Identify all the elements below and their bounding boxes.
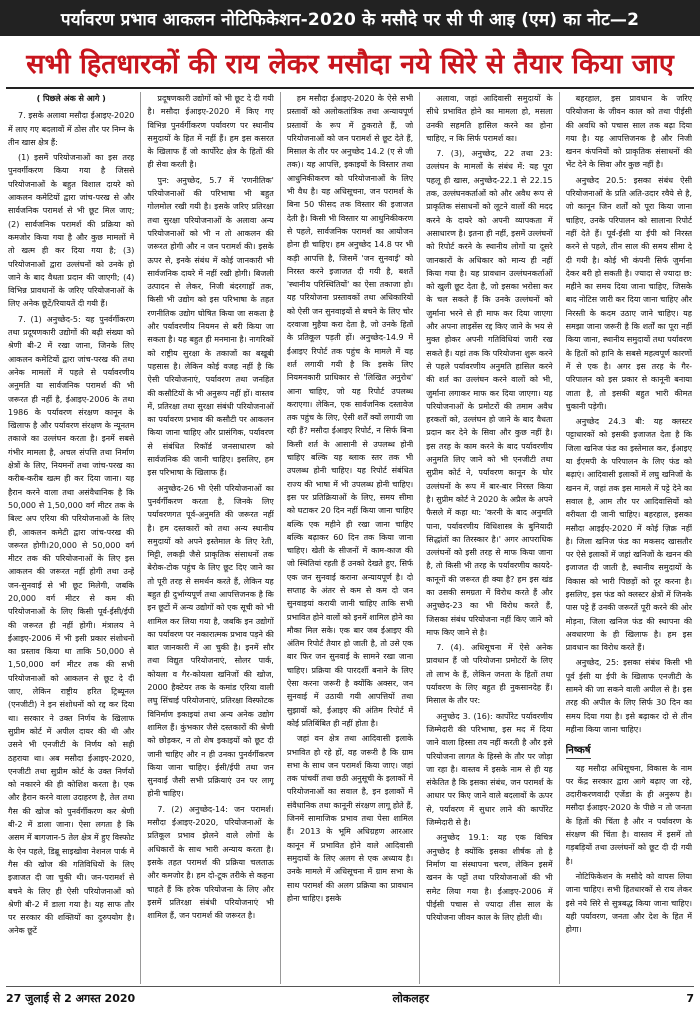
paragraph: यह मसौदा अधिसूचना, विकास के नाम पर केंद्र सरकार द्वारा आगे बढ़ाए जा रहे, उदारीकरणवादी एजेंडा के ही अनुरूप है। मसौदा ईआइए-2020 के पीछे न तो जनता के हितों की चिंता है और न पर्यावरण के संरक्षण की चिंता है। वास्तव में इसमें तो गड़बड़ियों तथा उल्लंघनों को छूट दी दी गयी है।	[565, 763, 693, 866]
continuation-note: ( पिछले अंक से आगे )	[36, 94, 106, 103]
column-divider	[559, 92, 560, 984]
paragraph: 7. (4). अधिसूचना में ऐसे अनेक प्रावधान हैं जो परियोजना प्रमोटरों के लिए तो लाभ के हैं, लेकिन जनता के हितों तथा पर्यावरण के लिए बहुत ही नुकसानदेह हैं। मिसाल के तौर पर:	[426, 643, 553, 706]
paragraph: अनुच्छेद-26 भी ऐसी परियोजनाओं का पुनर्वर्गीकरण करता है, जिनके लिए पर्यावरणगत पूर्व-अनुमति की जरूरत नहीं है। हम दस्तकारों को तथा अन्य स्थानीय समुदायों को अपने इस्तेमाल के लिए रेती, मिट्टी, लकड़ी जैसे प्राकृतिक संसाधनों तक बेरोक-टोक पहुंच के लिए छूट दिए जाने का तो पूरी तरह से समर्थन करते हैं, लेकिन यह बहुत ही दुर्भाग्यपूर्ण तथा आपत्तिजनक है कि इन छूटों में अन्य उद्योगों को एक सूची को भी शामिल कर लिया गया है, जबकि इन उद्योगों का पर्यावरण पर नकारात्मक प्रभाव पड़ने की बात जानकारी में आ चुकी है। इनमें सौर तथा विद्युत परियोजनाएं, सोलर पार्क, कोयला व गैर-कोयला खनिजों की खोज, 2000 हैक्टेयर तक के कमांड एरिया वाली लघु सिंचाई परियोजनाएं, प्रतिरक्षा विस्फोटक विनिर्माण इकाइयां तथा अन्य अनेक उद्योग शामिल हैं। कुंभकार जैसे दस्तकारों की श्रेणी को छोड़कर, न तो शेष इकाइयों को छूट दी जानी चाहिए और न ही उनका पुनर्वर्गीकरण किया जाना चाहिए। ईसी/ईपी तथा जन सुनवाई जैसी सभी प्रक्रियाएं उन पर लागू होनी चाहिए।	[147, 483, 274, 799]
paragraph: पुन: अनुच्छेद, 5.7 में 'रणनीतिक' परियोजनाओं की परिभाषा भी बहुत गोलमोल रखी गयी है। इसके जरिए प्रतिरक्षा तथा सुरक्षा परियोजनाओं के अलावा अन्य परियोजनाओं को भी न तो आकलन की जरूरत होगी और न जन परामर्श की। इसके ऊपर से, इनके संबंध में कोई जानकारी भी सार्वजनिक दायरे में नहीं रखी होगी। बिजली उत्पादन से लेकर, निजी बंदरगाहों तक, किसी भी उद्योग को इस परिभाषा के तहत रणनीतिक उद्योग घोषित किया जा सकता है और पर्यावरणीय नियमन से बरी किया जा सकता है। यह बहुत ही मनमाना है। नागरिकों को राष्ट्रीय सुरक्षा के तकाजों का बखूबी पहसास है। लेकिन कोई वजह नहीं है कि ऐसी परियोजनाएं, पर्यावरण तथा जनहित की कसौटियों के भी अनुरूप नहीं हों। वास्तव में, प्रतिरक्षा तथा सुरक्षा संबंधी परियोजनाओं का पर्यावरण प्रभाव की कसौटी पर आकलन किया जाना चाहिए और प्रासंगिक, पर्यावरण से संबंधित रिकॉर्ड जनसाधारण को सार्वजनिक की जानी चाहिए। इसलिए, हम इस परिभाषा के खिलाफ हैं।	[147, 175, 274, 478]
paragraph: 7. इसके अलावा मसौदा ईआइए-2020 में लाए गए बदलावों में ठोस तौर पर निम्न के तीन खास क्षेत्र हैं:	[8, 111, 135, 147]
article-column-3	[287, 92, 413, 984]
paragraph: अनुच्छेद 24.3 बी: यह क्लस्टर पट्टाधारकों को इसकी इजाजत देता है कि जिला खनिज फंड का इस्तेमाल कर, ईआइए या ईएमपी के परिपालन के लिए फंड को बढ़ाएं। आदिवासी इलाकों में लघु खनिजों के खनन में, जहां तक इस मामले में पट्टे देने का सवाल है, आम तौर पर आदिवासियों को वरीयता दी जानी चाहिए। बहरहाल, इसका मसौदा आइईए-2020 में कोई ज़िक्र नहीं है। जिला खनिज फंड का मकसद खासतौर पर ऐसे इलाकों में जहां खनिजों के खनन की इजाजत दी जाती है, स्थानीय समुदायों के विकास को भारी पिछड़ों को दूर करना है। इसलिए, इस फंड को क्लस्टर क्षेत्रों में जिनके पास पट्टे हैं उनकी जरूरतें पूरी करने की ओर मोड़ना, जिला खनिज फंड की स्थापना की अवधारणा के ही खिलाफ है। हम इस प्रावधान का विरोध करते हैं।	[565, 417, 693, 653]
paragraph: जहां वन क्षेत्र तथा आदिवासी इलाके प्रभावित हो रहे हों, वह जरूरी है कि ग्राम सभा के साथ जन परामर्श किया जाए। जहां तक पांचवीं तथा छठी अनुसूची के इलाकों में परियोजनाओं का सवाल है, इन इलाकों में संवैधानिक तथा कानूनी संरक्षण लागू होते हैं, जिनमें सामाजिक प्रभाव तथा पेसा शामिल हैं। 2013 के भूमि अधिग्रहण आरआर कानून में प्रभावित होने वाले आदिवासी समुदायों के लिए अलग से एक अध्याय है। उनके मामले में अधिसूचना में ग्राम सभा के साथ परामर्श की अलग प्रक्रिया का प्रावधान होना चाहिए। इसके	[286, 734, 414, 903]
footer-rule	[6, 986, 694, 987]
paragraph: प्रदूषणकारी उद्योगों को भी छूट दे दी गयी है। मसौदा ईआइए-2020 में किए गए विभिन्न पुनर्वर्गीकरण पर्यावरण पर स्थानीय समुदायों के हित में नहीं हैं। हम इस कसरत के खिलाफ हैं जो कार्पोरेट क्षेत्र के हितों की ही सेवा करती है।	[147, 94, 274, 170]
paragraph: 7. (1) अनुच्छेद-5: यह पुनर्वर्गीकरण तथा प्रदूषणकारी उद्योगों की बढ़ी संख्या को श्रेणी बी-2 में रखा जाना, जिनके लिए आकलन कमेटियों द्वारा जांच-परख की तथा अनेक मामलों में पहले से पर्यावरणीय अनुमति या सार्वजनिक परामर्श की भी जरूरत ही नहीं है, ईआइए-2006 के तथा 1986 के पर्यावरण संरक्षण कानून के खिलाफ है और पर्यावरण संरक्षण के न्यूनतम तकाजे का उल्लंघन करता है। इनमें सबसे गंभीर मामला है, अचल संपत्ति तथा निर्माण क्षेत्रों के लिए, नियमनों तथा जांच-परख का करीब-करीब खत्म ही कर दिया जाना। यह हैरान करने वाला तथा असंवैधानिक है कि 50,000 से 1,50,000 वर्ग मीटर तक के बिल्ट अप एरिया की परियोजनाओं के लिए ही, आकलन कमेटी द्वारा जांच-परख की जरूरत होगी।20,000 से 50,000 वर्ग मीटर तक की परियोजनाओं के लिए इस आकलन की जरूरत नहीं होगी तथा उन्हें जन-सुनवाई से भी छूट मिलेगी, जबकि 20,000 वर्ग मीटर से कम की परियोजनाओं के लिए किसी पूर्व-ईसी/ईपी की जरूरत ही नहीं होगी। मंत्रालय ने ईआइए-2006 में भी इसी प्रकार संशोधनों का प्रस्ताव किया था ताकि 50,000 से 1,50,000 वर्ग मीटर तक की सभी परियोजनाओं को आकलन से छूट दे दी जाए, लेकिन राष्ट्रीय हरित ट्रिब्यूनल (एनजीटी) ने इन संशोधनों को रद्द कर दिया था। सरकार ने उक्त निर्णय के खिलाफ सुप्रीम कोर्ट में अपील दायर की थी और उसने भी एनजीटी के निर्णय को सही ठहराया था। अब मसौदा ईआइए-2020, एनजीटी तथा सुप्रीम कोर्ट के उक्त निर्णयों को नकारने की ही कोशिश करता है। एक और हैरान करने वाला उदाहरण है, तेल तथा गैस की खोज को पुनर्वर्गीकरण कर श्रेणी बी-2 में डाला जाना। ऐसा लगता है कि असम में बागजान-5 तेल क्षेत्र में हुए विस्फोट के ऐन पहले, डिब्रू साइखोवा नेशनल पार्क में गैस की खोज की गतिविधियों के लिए इजाजत दी जा चुकी थी। जन-परामर्श से बचने के लिए ही ऐसी परियोजनाओं को श्रेणी बी-2 में डाला गया है। यह साफ तौर पर सरकार की शक्तियों का दुरुपयोग है। अनेक छूटें	[8, 314, 135, 936]
paragraph: अनुच्छेद 20.5: इसका संबंध ऐसी परियोजनाओं के प्रति अति-उदार रवैये से है, जो कानून जिन शर्तों को पूरा किया जाना चाहिए, उनके परिपालन को सालाना रिपोर्ट नहीं देते हैं। पूर्व-ईसी या ईपी को निरस्त करने से पहले, तीन साल की समय सीमा दे दी गयी है। कोई भी कंपनी सिर्फ जुर्माना देकर बरी हो सकती है। ज्यादा से ज्यादा छ: महीने का समय दिया जाना चाहिए, जिसके बाद नोटिस जारी कर दिया जाना चाहिए और निरस्ती के कदम उठाए जाने चाहिए। यह समझा जाना जरूरी है कि शर्तों का पूरा नहीं किया जाना, स्थानीय समुदायों तथा पर्यावरण के हितों को हानि के सबसे महत्वपूर्ण कारणों में से एक है। अगर इस तरह के गैर-परिपालन को इस प्रकार से कानूनी बनाया जाता है, तो इसकी बहुत भारी कीमत चुकानी पड़ेगी।	[565, 175, 693, 411]
article-headline: सभी हितधारकों की राय लेकर मसौदा नये सिरे से तैयार किया जाए	[26, 48, 674, 80]
article-body	[8, 92, 692, 984]
article-column-1	[8, 92, 134, 984]
paragraph: नोटिफिकेशन के मसौदे को वापस लिया जाना चाहिए। सभी हितधारकों से राय लेकर इसे नये सिरे से सुत्रबद्ध किया जाना चाहिए। यही पर्यावरण, जनता और देश के हित में होगा।	[565, 871, 693, 935]
section-banner: पर्यावरण प्रभाव आकलन नोटिफिकेशन-2020 के मसौदे पर सी पी आइ (एम) का नोट—2	[0, 0, 700, 36]
paragraph: हम मसौदा ईआइए-2020 के ऐसे सभी प्रस्तावों को अलोकतांत्रिक तथा अन्यायपूर्ण प्रस्तावों के रूप में ठुकराते हैं, जो परियोजनाओं को जन परामर्श से छूट देते हैं, मिसाल के तौर पर अनुच्छेद 14.2 (ए से जी तक)। यह आपत्ति, इकाइयों के विस्तार तथा आधुनिकीकरण को परियोजनाओं के लिए भी वैध है। यह अधिसूचना, जन परामर्श के बिना 50 फीसद तक विस्तार की इजाजत देती है। किसी भी विस्तार या आधुनिकीकरण से पहले, सार्वजनिक परामर्श का आयोजन होना ही चाहिए। हम अनुच्छेद 14.8 पर भी कड़ी आपत्ति है, जिसमें 'जन सुनवाई' को निरस्त करने इजाजत दी गयी है, बशर्ते 'स्थानीय परिस्थितियों' का ऐसा तकाजा हो। यह परियोजना प्रस्तावकों तथा अधिकारियों को ऐसी जन सुनवाइयों से बचने के लिए चोर दरवाजा मुहैया करा देता है, जो उनके हितों के प्रतिकूल पड़ती हों। अनुच्छेद-14.9 में ईआइए रिपोर्ट तक पहुंच के मामले में यह शर्त लगायी गयी है कि इसके लिए नियमनकारी प्राधिकार से 'लिखित अनुरोध' आना चाहिए, जो यह रिपोर्ट उपलब्ध कराएगा। लेकिन, एक सार्वजनिक दस्तावेज तक पहुंच के लिए, ऐसी शर्तें क्यों लगायी जा रही हैं? मसौदा ईआइए रिपोर्ट, न सिर्फ बिना किसी शर्त के आसानी से उपलब्ध होनी चाहिए बल्कि यह ब्लाक स्तर तक भी उपलब्ध होनी चाहिए। यह रिपोर्ट संबंधित राज्य की भाषा में भी उपलब्ध होनी चाहिए। इस पर प्रतिक्रियाओं के लिए, समय सीमा को घटाकर 20 दिन नहीं किया जाना चाहिए बल्कि एक महीने ही रखा जाना चाहिए बल्कि बढ़ाकर 60 दिन तक किया जाना चाहिए। खेती के सीजनों में काम-काज की जो स्थितियां रहती हैं उनको देखते हुए, सिर्फ एक जन सुनवाई कराना अन्यायपूर्ण है। दो सप्ताह के अंतर से कम से कम दो जन सुनवाइयां करायी जानी चाहिए ताकि सभी प्रभावित होने वालों को इनमें शामिल होने का मौका मिल सके। एक बार जब ईआइए की अंतिम रिपोर्ट तैयार हो जाती है, तो उसे एक बार फिर जन सुनवाई के सामने रखा जाना चाहिए। प्रक्रिया की पारदर्शी बनाने के लिए ऐसा करना जरूरी है क्योंकि अक्सर, जन सुनवाई में उठायी गयी आपत्तियों तथा सुझावों को, ईआइए की अंतिम रिपोर्ट में कोई प्रतिबिंबित ही नहीं होता है।	[286, 94, 414, 728]
section-subheading: निष्कर्ष	[566, 744, 591, 758]
column-divider	[419, 92, 420, 984]
column-divider	[140, 92, 141, 984]
paragraph: अनुच्छेद 19.1: यह एक विचित्र अनुच्छेद है क्योंकि इसका शीर्षक तो है निर्माण या संस्थापना चरण, लेकिन इसमें खनन के पट्टों तथा परियोजनाओं की भी समेट लिया गया है। ईआइए-2006 में पीईसी पचास से ज्यादा तीस साल के परियोजना जीवन काल के लिए होती थी।	[426, 833, 553, 923]
paragraph: 7. (2) अनुच्छेद-14: जन परामर्श। मसौदा ईआइए-2020, परियोजनाओं के प्रतिकूल प्रभाव झेलने वाले लोगों के अधिकारों के साथ भारी अन्याय करता है। इसके तहत परामर्श की प्रक्रिया चलताऊ और कमजोर है। हम दो-टूक तरीके से कहना चाहते हैं कि हरेक परियोजना के लिए और इसमें प्रतिरक्षा संबंधी परियोजनाएं भी शामिल हैं, जन परामर्श की जरूरत है।	[147, 804, 274, 921]
article-column-5	[566, 92, 692, 984]
paragraph: अनुच्छेद 3. (16): कार्पोरेट पर्यावरणीय जिम्मेदारी की परिभाषा, इस मद में दिया जाने वाला हिस्सा तय नहीं करती है और इसे परियोजना लागत के हिस्से के तौर पर जोड़ा जा रहा है। वास्तव में इसके नाम से ही यह संकेतित है कि इसका संबंध, जन परामर्श के आधार पर किए जाने वाले बदलावों के ऊपर से, पर्यावरण में सुधार लाने की कार्पोरेट जिम्मेदारी से है।	[426, 711, 553, 828]
article-column-4	[426, 92, 552, 984]
publication-name: लोकलहर	[392, 991, 430, 1005]
article-column-2	[147, 92, 273, 984]
headline-rule	[6, 87, 694, 89]
page-number: 7	[686, 991, 694, 1005]
paragraph: (1) इसमें परियोजनाओं का इस तरह पुनवर्गीकरण किया गया है जिससे परियोजनाओं के बहुत विशाल दायरे को आकलन कमेटियों द्वारा जांच-परख से और सार्वजनिक परामर्श से भी छूट मिल जाए; (2) सार्वजनिक परामर्श की प्रक्रिया को कमजोर किया गया है और कुछ मामलों में तो खत्म ही कर दिया गया है; (3) परियोजनाओं द्वारा उल्लंघनों को उनके हो जाने के बाद वैधता प्रदान की जाएगी; (4) विभिन्न प्रावधानों के जरिए परियोजनाओं के लिए अनेक छूटें/रियायतें दी गयी हैं।	[8, 153, 135, 309]
paragraph: अलावा, जहां आदिवासी समुदायों के सीधे प्रभावित होने का मामला हो, मसला उनकी सहमति हासिल करने का होना चाहिए, न कि सिर्फ परामर्श का।	[426, 94, 553, 143]
column-divider	[280, 92, 281, 984]
paragraph: अनुच्छेद, 25: इसका संबंध किसी भी पूर्व ईसी या ईपी के खिलाफ एनजीटी के सामने की जा सकने वाली अपील से है। इस तरह की अपील के लिए सिर्फ 30 दिन का समय दिया गया है। इसे बढ़ाकर दो से तीन महीना किया जाना चाहिए।	[565, 658, 693, 734]
paragraph: 7. (3), अनुच्छेद, 22 तथा 23: उल्लंघन के मामलों के संबंध में: यह पूरा पहलू ही खास, अनुच्छेद-22.1 से 22.15 तक, उल्लंघनकर्ताओं को और अवैध रूप से प्राकृतिक संसाधनों को लूटने वालों की मदद करने के दायरे को अपनी व्यापकता में असाधारण है। इतना ही नहीं, इसमें उल्लंघनों को रिपोर्ट करने के स्थानीय लोगों या दूसरे जानकारों के अधिकार को मान्य ही नहीं किया गया है। यह प्रावधान उल्लंघनकर्ताओं को खुली छूट देता है, जो इसका भरोसा कर के चल सकते हैं कि उनके उल्लंघनों को जुर्माना भरने से ही माफ कर दिया जाएगा और अपना लाइसेंस रद्द किए जाने के भय से मुक्त होकर अपनी गतिविधियां जारी रख सकते हैं। यहां तक कि परियोजना शुरू करने से पहले पर्यावरणीय अनुमति हासिल करने की शर्त का उल्लंघन करने वालों को भी, जुर्माना लगाकर माफ कर दिया जाएगा। यह परियोजनाओं के प्रमोटरों की तमाम अवैध हरकतों को, उल्लंघन हो जाने के बाद वैधता प्रदान कर देने के सिवा और कुछ नहीं है। इस तरह के काम करने के बाद पर्यावरणीय अनुमति लिए जाने को भी एनजीटी तथा सुप्रीम कोर्ट ने, पर्यावरण कानून के घोर उल्लंघनों के रूप में बार-बार निरस्त किया है। सुप्रीम कोर्ट ने 2020 के अप्रैल के अपने फैसले में कहा था: 'करनी के बाद अनुमति पाना, पर्यावरणीय विधिशास्त्र के बुनियादी सिद्धांतों का तिरस्कार है।' अगर आपराधिक उल्लंघनों को इसी तरह से माफ किया जाना है, तो किसी भी तरह के पर्यावरणीय कायदे-कानूनों की जरूरत ही क्या है? हम इस खंड का उसकी समग्रता में विरोध करते हैं और अनुच्छेद-23 का भी विरोध करते हैं, जिसका संबंध परियोजना नहीं किए जाने को माफ किए जाने से है।	[426, 149, 553, 637]
page-footer	[6, 988, 694, 1008]
paragraph: बहरहाल, इस प्रावधान के जरिए परियोजना के जीवन काल को तथा पीईसी की अवधि को पचास साल तक बढ़ा दिया गया है। यह आपत्तिजनक है और निजी खनन कंपनियों को प्राकृतिक संसाधनों की भेंट देने के सिवा और कुछ नहीं है।	[565, 94, 693, 170]
issue-date: 27 जुलाई से 2 अगस्त 2020	[6, 991, 136, 1005]
